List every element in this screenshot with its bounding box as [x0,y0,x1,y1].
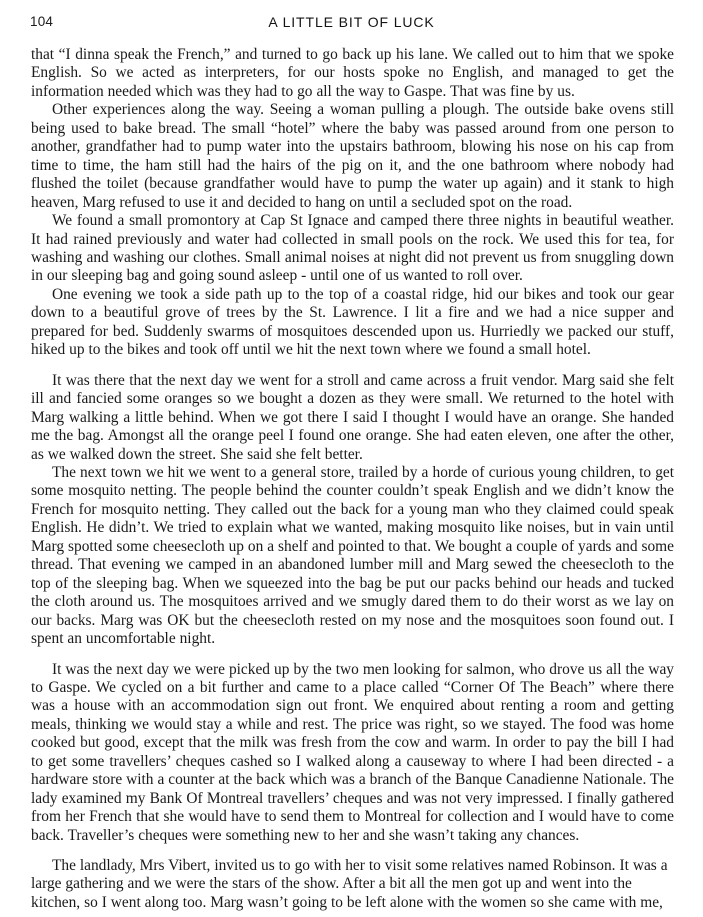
paragraph: It was the next day we were picked up by the two men looking for salmon, who drove us all the way to Gaspe. We cycled on a bit further and came to a place called “Corner Of The Beach” where there was a house with an accommodation sign out front. We enquired about renting a room and getting meals, thinking we would stay a while and rest. The price was right, so we stayed. The food was home cooked but good, except that the milk was fresh from the cow and warm. In order to pay the bill I had to get some travellers’ cheques cashed so I walked along a causeway to where I had been directed - a hardware store with a counter at the back which was a branch of the Banque Canadienne Nationale. The lady examined my Bank Of Montreal travellers’ cheques and was not very impressed. I finally gathered from her French that she would have to send them to Montreal for collection and I would have to come back. Traveller’s cheques were something new to her and she wasn’t taking any chances. [31,660,674,844]
paragraph: We found a small promontory at Cap St Ignace and camped there three nights in beautiful weather. It had rained previously and water had collected in small pools on the rock. We used this for tea, for washing and washing our clothes. Small animal noises at night did not prevent us from snuggling down in our sleeping bag and going sound asleep - until one of us wanted to roll over. [31,212,674,285]
page-number: 104 [30,14,54,29]
paragraph: The next town we hit we went to a general store, trailed by a horde of curious young children, to get some mosquito netting. The people behind the counter couldn’t speak English and we didn’t know the French for mosquito netting. They called out the back for a young man who they claimed could speak English. He didn’t. We tried to explain what we wanted, making mosquito like noises, but in vain until Marg spotted some cheesecloth up on a shelf and pointed to that. We bought a couple of yards and some thread. That evening we camped in an abandoned lumber mill and Marg sewed the cheesecloth to the top of the sleeping bag. When we squeezed into the bag be put our packs behind our heads and tucked the cloth around us. The mosquitoes arrived and we smugly dared them to do their worst as we lay on our backs. Marg was OK but the cheesecloth rested on my nose and the mosquitoes soon found out. I spent an uncomfortable night. [31,463,674,648]
paragraph: One evening we took a side path up to the top of a coastal ridge, hid our bikes and took our gear down to a beautiful grove of trees by the St. Lawrence. I lit a fire and we had a nice supper and prepared for bed. Suddenly swarms of mosquitoes descended upon us. Hurriedly we packed our stuff, hiked up to the bikes and took off until we hit the next town where we found a small hotel. [31,285,674,359]
running-head [0,14,703,36]
body-text-block [31,46,674,912]
running-title: A LITTLE BIT OF LUCK [268,14,435,30]
paragraph: The landlady, Mrs Vibert, invited us to go with her to visit some relatives named Robinson. It was a large gathering and we were the stars of the show. After a bit all the men got up and went into the kitchen, so I went along too. Marg wasn’t going to be left alone with the women so she came with me, [31,857,668,911]
paragraph: Other experiences along the way. Seeing a woman pulling a plough. The outside bake ovens still being used to bake bread. The small “hotel” where the baby was passed around from one person to another, grandfather had to pump water into the upstairs bathroom, blowing his nose on his cap from time to time, the ham still had the hairs of the pig on it, and the one bathroom where nobody had flushed the toilet (because grandfather would have to pump the water up again) and it stank to high heaven, Marg refused to use it and decided to hang on until a secluded spot on the road. [31,101,674,211]
paragraph: that “I dinna speak the French,” and turned to go back up his lane. We called out to him that we spoke English. So we acted as interpreters, for our hosts spoke no English, and managed to get the information needed which was they had to go all the way to Gaspe. That was fine by us. [31,46,674,100]
paragraph: It was there that the next day we went for a stroll and came across a fruit vendor. Marg said she felt ill and fancied some oranges so we bought a dozen as they were small. We returned to the hotel with Marg walking a little behind. When we got there I said I thought I would have an orange. She handed me the bag. Amongst all the orange peel I found one orange. She had eaten eleven, one after the other, as we walked down the street. She said she felt better. [31,371,674,463]
